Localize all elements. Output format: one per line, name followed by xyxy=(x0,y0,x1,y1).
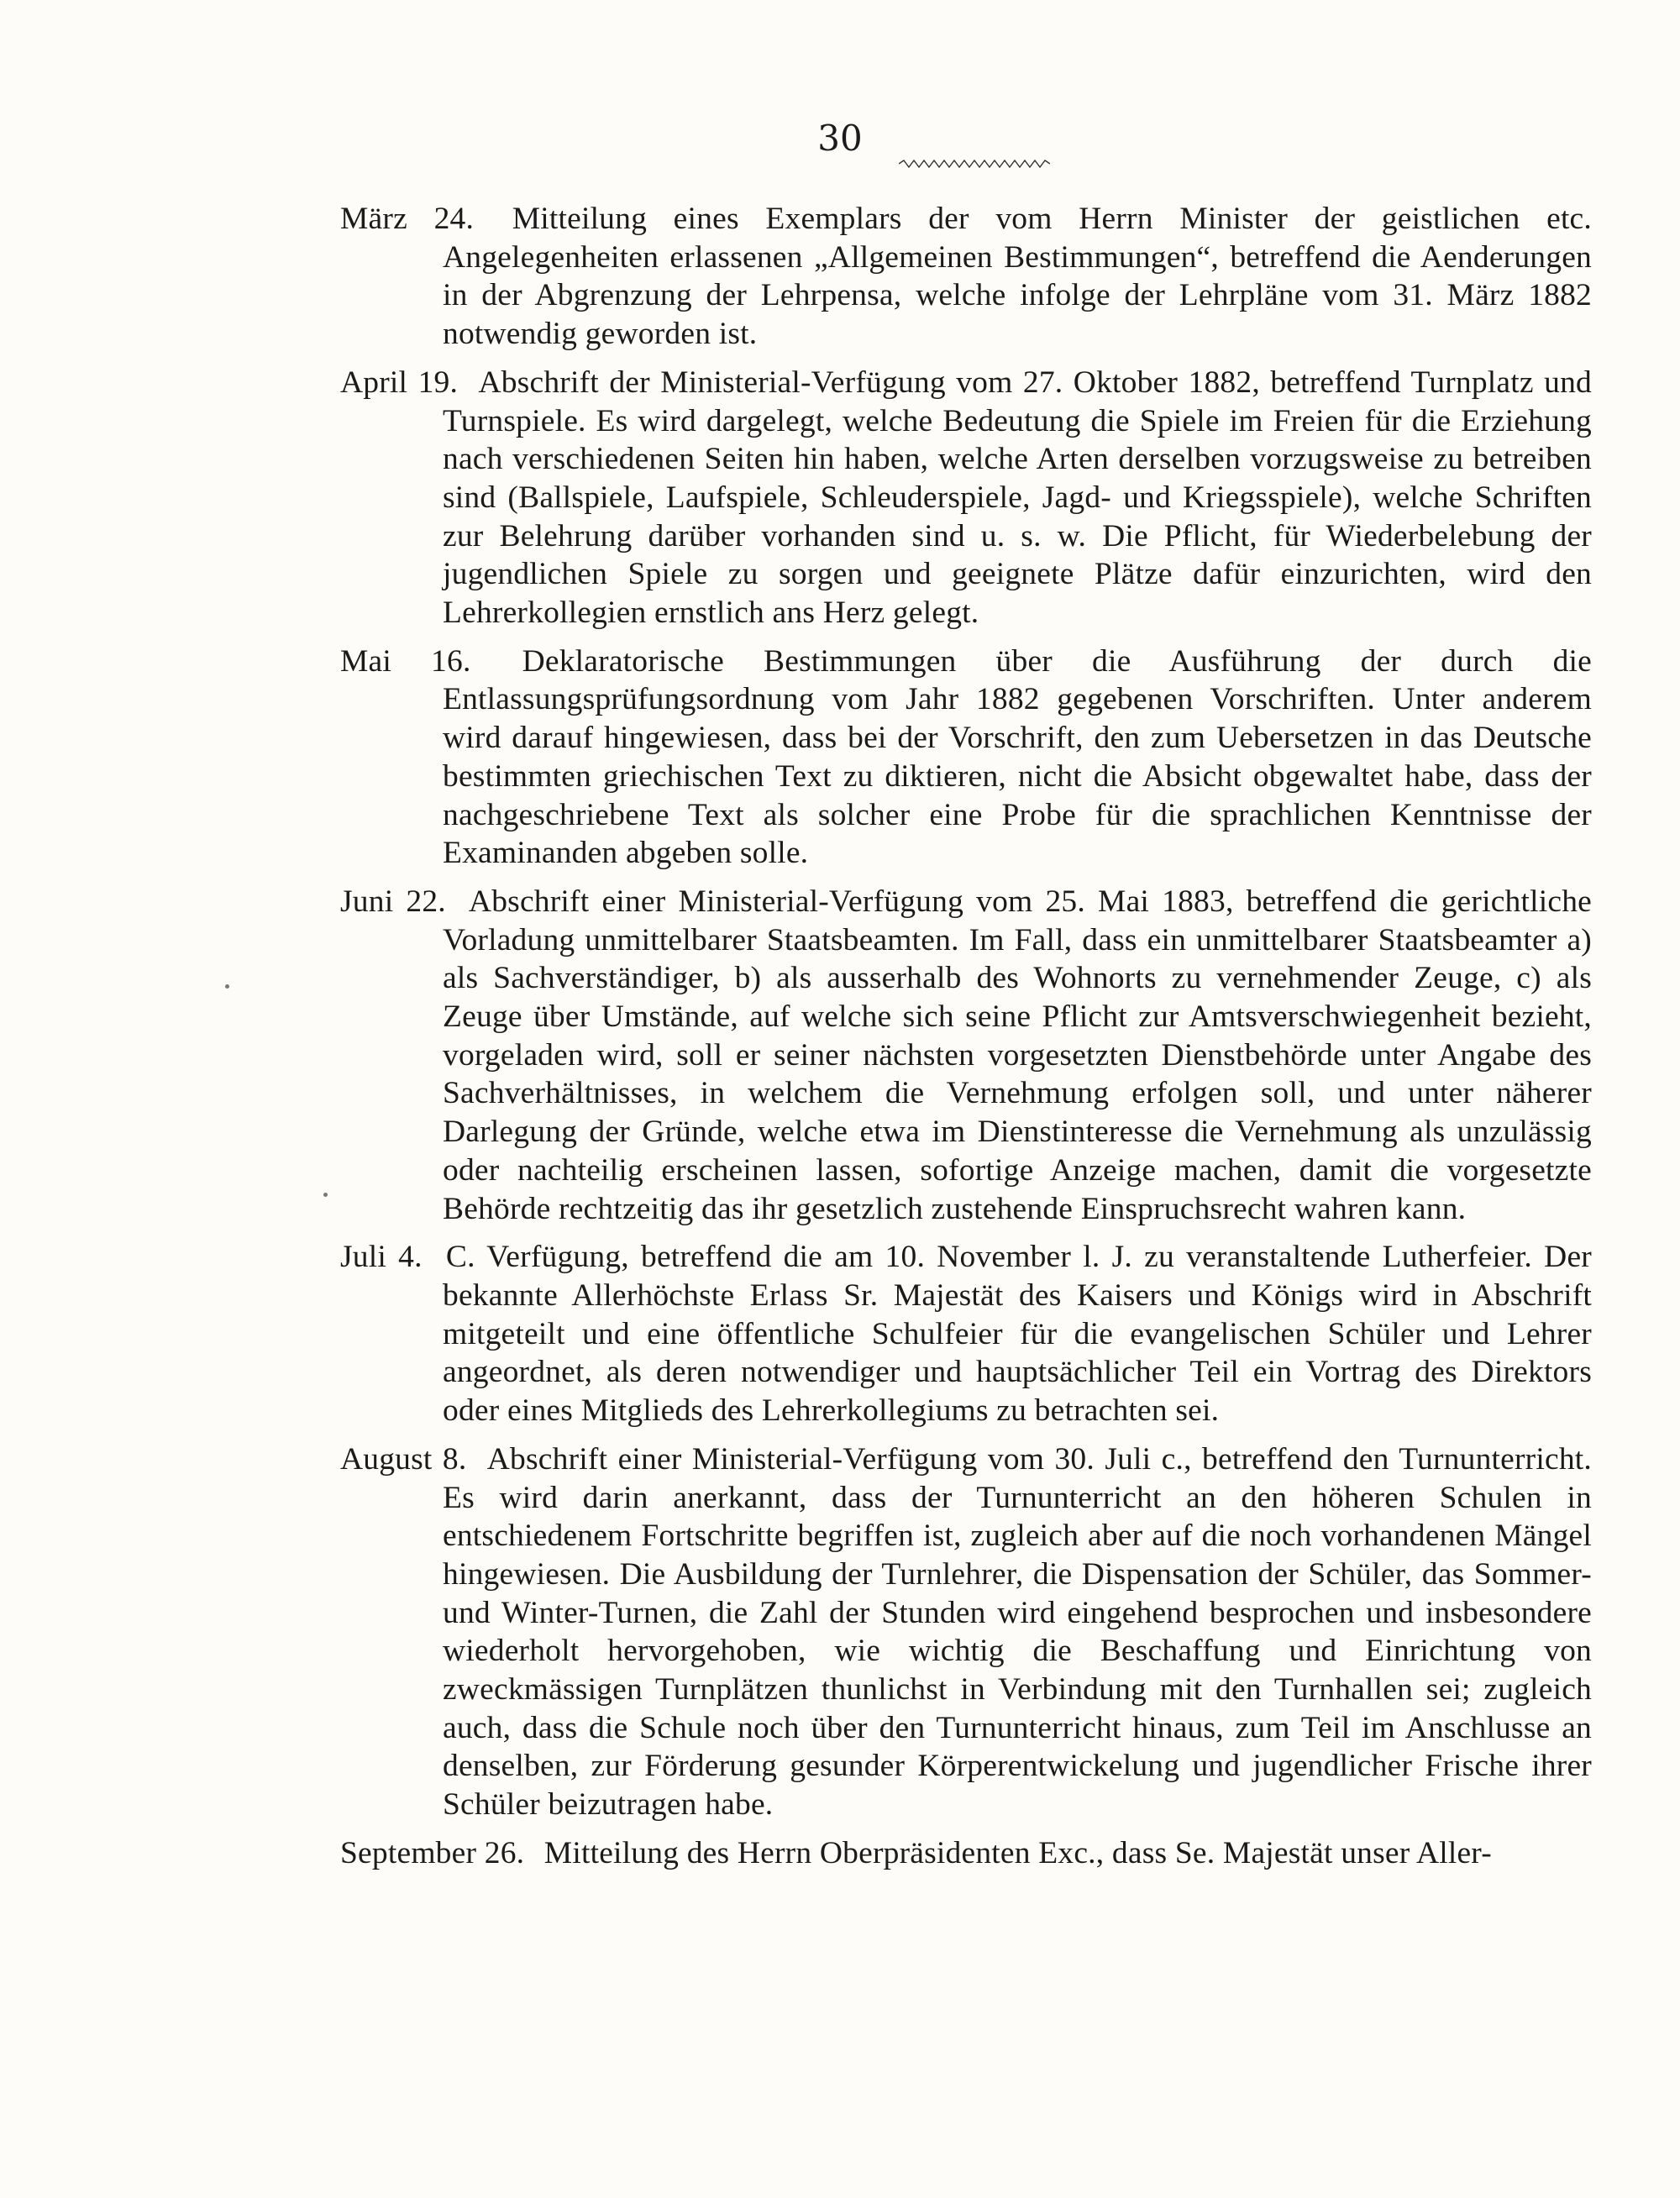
entry-text: Deklaratorische Bestimmungen über die Ausführung der durch die Entlassungsprüfungsordnung vom Jahr 1882 gegebenen Vorschriften. Unter anderem wird darauf hingewiesen, dass bei der Vorschrift, den zum Uebersetzen in das Deutsche bestimmten griechischen Text zu diktieren, nicht die Absicht obgewaltet habe, dass der nachgeschriebene Text als solcher eine Probe für die sprachlichen Kenntnisse der Examinanden abgeben solle. xyxy=(443,643,1593,871)
entry-text: Abschrift einer Ministerial-Verfügung vom 30. Juli c., betreffend den Turnunterricht. Es wird darin anerkannt, dass der Turnunterricht an den höheren Schulen in entschiedenem Fortschritte begriffen ist, zugleich aber auf die noch vorhandenen Mängel hingewiesen. Die Ausbildung der Turnlehrer, die Dispensation der Schüler, das Sommer- und Winter-Turnen, die Zahl der Stunden wird eingehend besprochen und insbesondere wiederholt hervorgehoben, wie wichtig die Beschaffung und Einrichtung von zweckmässigen Turnplätzen thunlichst in Verbindung mit den Turnhallen sei; zugleich auch, dass die Schule noch über den Turnunterricht hinaus, zum Teil im Anschlusse an denselben, zur Förderung gesunder Körperentwickelung und jugendlicher Frische ihrer Schüler beizutragen habe. xyxy=(443,1441,1592,1823)
entry-juni-22 xyxy=(340,883,1592,1228)
entry-date: Juli 4. xyxy=(340,1240,423,1275)
entry-text: Mitteilung eines Exemplars der vom Herrn Minister der geistlichen etc. Angelegenheiten erlassenen „Allgemeinen Bestimmungen“, betreffend die Aenderungen in der Abgrenzung der Lehrpensa, welche infolge der Lehrpläne vom 31. März 1882 notwendig geworden ist. xyxy=(443,202,1592,352)
page-number-ornament xyxy=(899,160,1050,168)
entry-date: April 19. xyxy=(340,365,459,400)
entry-text: Abschrift einer Ministerial-Verfügung vom 25. Mai 1883, betreffend die gerichtliche Vorladung unmittelbarer Staatsbeamten. Im Fall, dass ein unmittelbarer Staatsbeamter a) als Sachverständiger, b) als ausserhalb des Wohnorts zu vernehmender Zeuge, c) als Zeuge über Umstände, auf welche sich seine Pflicht zur Amtsverschwiegenheit bezieht, vorgeladen wird, soll er seiner nächsten vorgesetzten Dienstbehörde unter Angabe des Sachverhältnisses, in welchem die Vernehmung erfolgen soll, und unter näherer Darlegung der Gründe, welche etwa im Dienstinteresse die Vernehmung als unzulässig oder nachteilig erscheinen lassen, sofortige Anzeige machen, damit die vorgesetzte Behörde rechtzeitig das ihr gesetzlich zustehende Einspruchsrecht wahren kann. xyxy=(443,884,1592,1226)
chronicle-entries xyxy=(340,200,1592,1883)
entry-date: August 8. xyxy=(340,1441,467,1477)
entry-date: Juni 22. xyxy=(340,884,446,919)
entry-september-26 xyxy=(340,1834,1592,1873)
entry-text: Abschrift der Ministerial-Verfügung vom 27. Oktober 1882, betreffend Turnplatz und Turnspiele. Es wird dargelegt, welche Bedeutung die Spiele im Freien für die Erziehung nach verschiedenen Seiten hin haben, welche Arten derselben vorzugsweise zu betreiben sind (Ballspiele, Laufspiele, Schleuderspiele, Jagd- und Kriegsspiele), welche Schriften zur Belehrung darüber vorhanden sind u. s. w. Die Pflicht, für Wiederbelebung der jugendlichen Spiele zu sorgen und geeignete Plätze dafür einzurichten, wird den Lehrerkollegien ernstlich ans Herz gelegt. xyxy=(443,365,1593,631)
entry-text: Mitteilung des Herrn Oberpräsidenten Exc., dass Se. Majestät unser Aller- xyxy=(543,1835,1492,1870)
entry-date: September 26. xyxy=(340,1835,525,1870)
entry-date: Mai 16. xyxy=(340,643,471,679)
print-speck xyxy=(323,1193,328,1197)
entry-date: März 24. xyxy=(340,202,475,236)
entry-mai-16 xyxy=(340,643,1592,873)
print-speck xyxy=(225,984,229,989)
entry-text: C. Verfügung, betreffend die am 10. November l. J. zu veranstaltende Lutherfeier. Der bekannte Allerhöchste Erlass Sr. Majestät des Kaisers und Königs wird in Abschrift mitgeteilt und eine öffentliche Schulfeier für die evangelischen Schüler und Lehrer angeordnet, als deren notwendiger und hauptsächlicher Teil ein Vortrag des Direktors oder eines Mitglieds des Lehrerkollegiums zu betrachten sei. xyxy=(443,1240,1592,1429)
entry-maerz-24 xyxy=(340,200,1592,354)
page-number: 30 xyxy=(817,118,863,159)
entry-august-8 xyxy=(340,1440,1592,1824)
entry-juli-4 xyxy=(340,1238,1592,1430)
entry-april-19 xyxy=(340,364,1592,632)
